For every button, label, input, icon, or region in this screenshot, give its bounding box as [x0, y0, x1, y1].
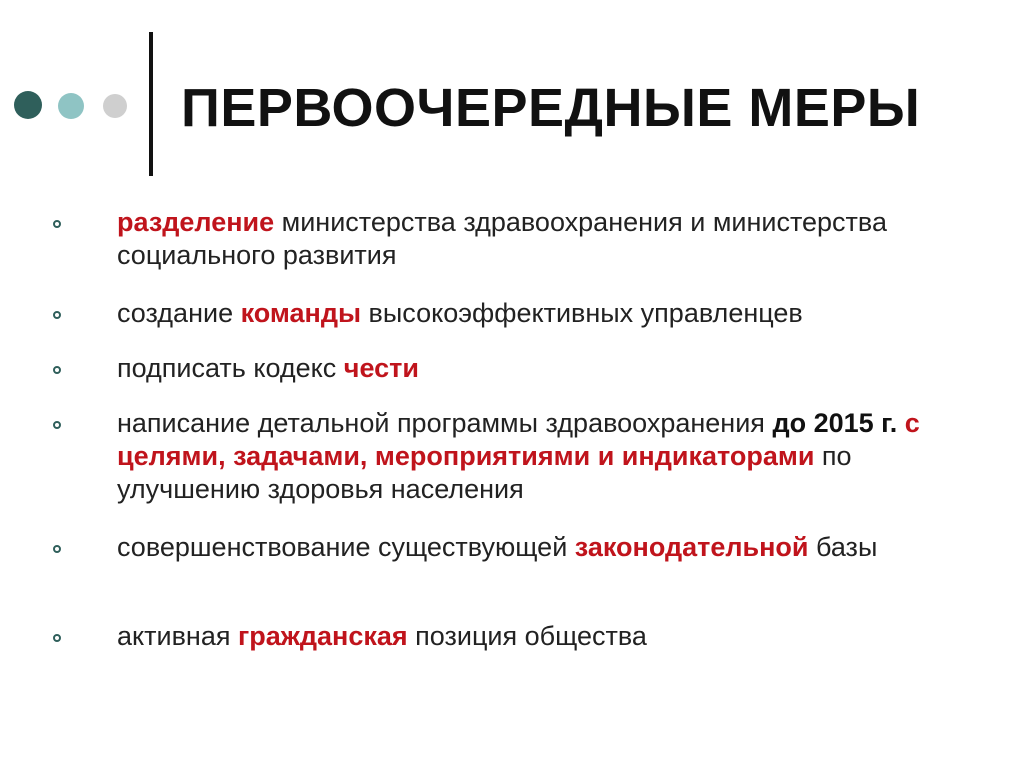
body-text: .: [889, 408, 905, 438]
bullet-text: [117, 531, 947, 564]
bullet-text: [117, 352, 947, 385]
body-text: активная: [117, 621, 238, 651]
hollow-circle-bullet-icon: [53, 311, 61, 319]
body-text: высокоэффективных управленцев: [361, 298, 803, 328]
slide-title: ПЕРВООЧЕРЕДНЫЕ МЕРЫ: [181, 78, 921, 138]
body-text: создание: [117, 298, 241, 328]
hollow-circle-bullet-icon: [53, 421, 61, 429]
body-text: базы: [808, 532, 878, 562]
body-text: подписать кодекс: [117, 353, 344, 383]
body-text: позиция общества: [407, 621, 647, 651]
highlight-text: чести: [343, 353, 419, 383]
highlight-text: законодательной: [574, 532, 809, 562]
bullet-text: [117, 620, 947, 653]
hollow-circle-bullet-icon: [53, 634, 61, 642]
highlight-text: разделение: [117, 207, 275, 237]
bullet-text: [117, 297, 947, 330]
body-text: министерства здравоохранения и министерства социального развития: [117, 207, 887, 270]
hollow-circle-bullet-icon: [53, 545, 61, 553]
bold-text: до 2015 г: [772, 408, 890, 438]
body-text: по улучшению здоровья населения: [117, 441, 852, 504]
highlight-text: гражданская: [237, 621, 408, 651]
hollow-circle-bullet-icon: [53, 220, 61, 228]
decorative-dot-dark-icon: [14, 91, 42, 119]
hollow-circle-bullet-icon: [53, 366, 61, 374]
body-text: написание детальной программы здравоохранения: [117, 408, 773, 438]
highlight-text: с целями, задачами, мероприятиями и индикаторами: [117, 408, 920, 471]
title-divider: [149, 32, 153, 176]
decorative-dot-teal-icon: [58, 93, 84, 119]
bullet-text: [117, 206, 947, 272]
highlight-text: команды: [240, 298, 362, 328]
bullet-text: [117, 407, 947, 506]
decorative-dot-gray-icon: [103, 94, 127, 118]
body-text: совершенствование существующей: [117, 532, 575, 562]
